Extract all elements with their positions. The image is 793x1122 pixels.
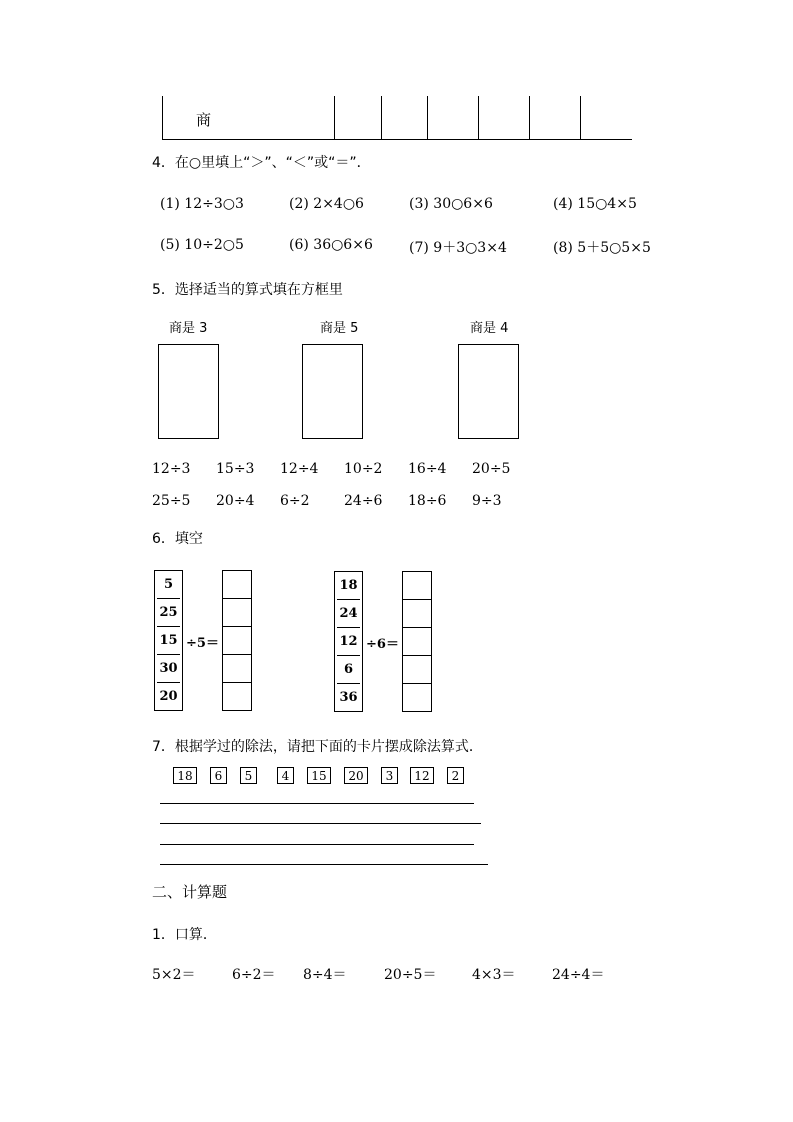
- q5-label: 商是 5: [320, 321, 359, 336]
- answer-cell[interactable]: [223, 627, 251, 655]
- expr: 16÷4: [408, 461, 447, 477]
- answer-box[interactable]: [302, 344, 363, 439]
- table-divider: [529, 96, 530, 140]
- expr: 12÷3: [152, 461, 191, 477]
- table-divider: [427, 96, 428, 140]
- q5-label: 商是 4: [470, 321, 509, 336]
- answer-cell[interactable]: [403, 684, 431, 711]
- divide-op: ÷6＝: [366, 637, 399, 652]
- table-bottom-line: [162, 139, 632, 140]
- answer-cell[interactable]: [223, 683, 251, 710]
- expr: 20÷5: [472, 461, 511, 477]
- expr: 6÷2: [280, 493, 310, 509]
- answer-cell[interactable]: [223, 655, 251, 683]
- q4-item: (6) 36○6×6: [289, 237, 373, 253]
- table-divider: [334, 96, 335, 140]
- number-card[interactable]: 12: [410, 767, 434, 784]
- q1-heading: 1．口算．: [152, 927, 217, 943]
- q4-item: (5) 10÷2○5: [160, 237, 244, 253]
- answer-cell[interactable]: [403, 656, 431, 684]
- number-card[interactable]: 4: [277, 767, 294, 784]
- q4-heading: 4．在○里填上“＞”、“＜”或“＝”．: [152, 155, 371, 171]
- number-cell: 18: [337, 572, 360, 600]
- q6-heading: 6．填空: [152, 531, 203, 547]
- number-cell: 15: [157, 627, 180, 655]
- number-cell: 30: [157, 655, 180, 683]
- oral-expr: 6÷2＝: [232, 967, 276, 983]
- number-card[interactable]: 3: [381, 767, 398, 784]
- answer-cell[interactable]: [223, 599, 251, 627]
- oral-expr: 24÷4＝: [552, 967, 605, 983]
- number-cell: 20: [159, 689, 178, 704]
- number-card[interactable]: 20: [344, 767, 368, 784]
- q7-heading: 7．根据学过的除法，请把下面的卡片摆成除法算式．: [152, 739, 483, 755]
- expr: 12÷4: [280, 461, 319, 477]
- table-divider: [478, 96, 479, 140]
- q4-item: (8) 5＋5○5×5: [553, 240, 651, 256]
- q4-item: (4) 15○4×5: [553, 196, 637, 212]
- section-heading: 二、计算题: [152, 883, 228, 901]
- expr: 24÷6: [344, 493, 383, 509]
- table-divider: [381, 96, 382, 140]
- q4-item: (3) 30○6×6: [409, 196, 493, 212]
- answer-line[interactable]: [160, 864, 488, 865]
- number-column: [154, 570, 183, 711]
- number-cell: 12: [337, 628, 360, 656]
- answer-box[interactable]: [458, 344, 519, 439]
- oral-expr: 5×2＝: [152, 967, 196, 983]
- q5-heading: 5．选择适当的算式填在方框里: [152, 282, 343, 298]
- expr: 25÷5: [152, 493, 191, 509]
- answer-cell[interactable]: [223, 571, 251, 599]
- number-cell: 6: [337, 656, 360, 684]
- expr: 20÷4: [216, 493, 255, 509]
- number-card[interactable]: 15: [307, 767, 331, 784]
- table-divider: [162, 96, 163, 140]
- table-row-label: 商: [196, 111, 212, 129]
- expr: 9÷3: [472, 493, 502, 509]
- answer-cell[interactable]: [403, 572, 431, 600]
- oral-expr: 4×3＝: [472, 967, 516, 983]
- q4-item: (7) 9＋3○3×4: [409, 240, 507, 256]
- answer-line[interactable]: [160, 803, 474, 804]
- table-fragment: [162, 96, 632, 140]
- number-cell: 5: [157, 571, 180, 599]
- answer-column: [222, 570, 252, 711]
- number-card[interactable]: 2: [447, 767, 464, 784]
- number-cell: 25: [157, 599, 180, 627]
- number-cell: 24: [337, 600, 360, 628]
- divide-op: ÷5＝: [186, 636, 219, 651]
- number-card[interactable]: 18: [173, 767, 197, 784]
- number-card[interactable]: 6: [210, 767, 227, 784]
- answer-column: [402, 571, 432, 712]
- answer-cell[interactable]: [403, 600, 431, 628]
- q5-label: 商是 3: [169, 321, 208, 336]
- q4-item: (1) 12÷3○3: [160, 196, 244, 212]
- oral-expr: 20÷5＝: [384, 967, 437, 983]
- number-cell: 36: [339, 690, 358, 705]
- answer-cell[interactable]: [403, 628, 431, 656]
- expr: 18÷6: [408, 493, 447, 509]
- answer-box[interactable]: [158, 344, 219, 439]
- q4-item: (2) 2×4○6: [289, 196, 364, 212]
- answer-line[interactable]: [160, 823, 481, 824]
- expr: 15÷3: [216, 461, 255, 477]
- number-column: [334, 571, 363, 712]
- expr: 10÷2: [344, 461, 383, 477]
- answer-line[interactable]: [160, 844, 474, 845]
- table-divider: [580, 96, 581, 140]
- number-card[interactable]: 5: [240, 767, 257, 784]
- oral-expr: 8÷4＝: [303, 967, 347, 983]
